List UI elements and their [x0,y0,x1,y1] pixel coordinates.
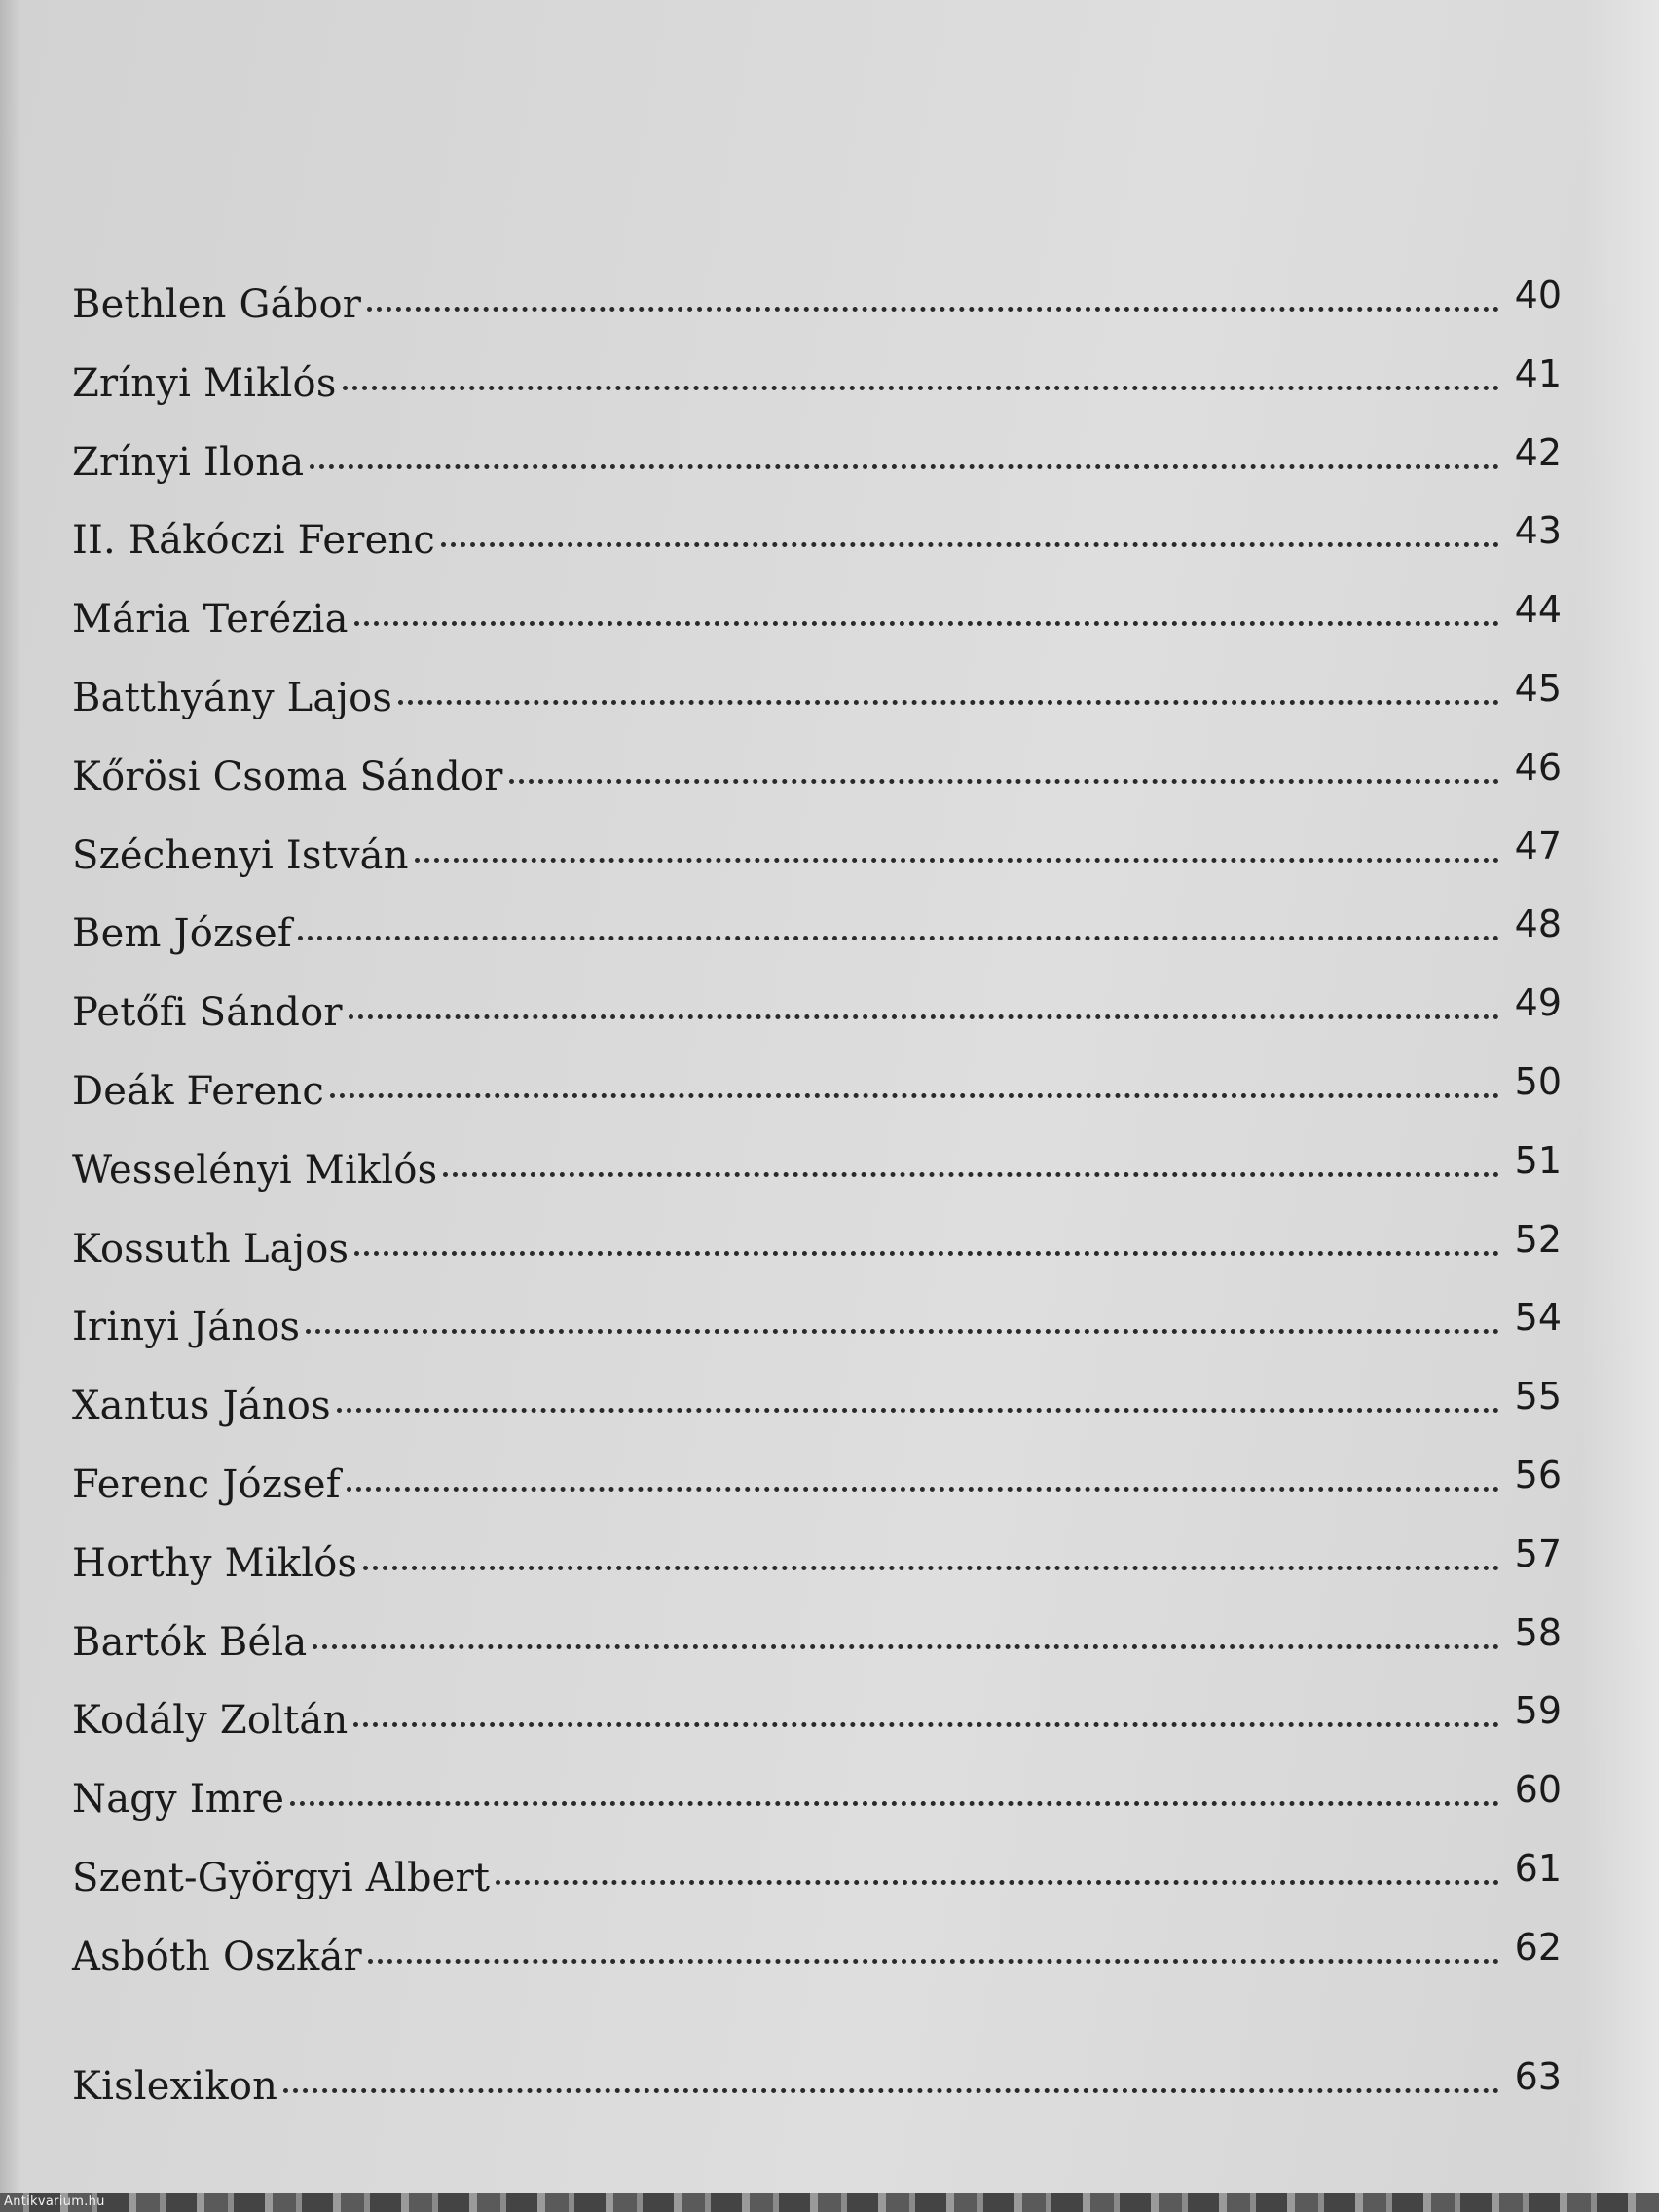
dot-leader [290,1801,1499,1806]
dot-leader [363,1566,1499,1570]
toc-entry [72,903,1562,990]
toc-entry-title: Kossuth Lajos [72,1226,350,1272]
toc-entry-title: Kislexikon [72,2063,278,2109]
table-of-contents [72,274,1562,2142]
dot-leader [415,858,1499,863]
toc-entry-page: 54 [1514,1296,1562,1340]
toc-entry [72,1296,1562,1383]
dot-leader [398,700,1499,705]
toc-entry [72,1138,1562,1227]
toc-entry-page: 48 [1514,903,1562,946]
toc-entry [72,274,1562,361]
dot-leader [337,1408,1499,1413]
toc-entry [72,351,1562,440]
toc-entry [72,1610,1562,1699]
toc-entry-title: Kodály Zoltán [72,1698,349,1744]
toc-entry-title: Kőrösi Csoma Sándor [72,754,503,799]
toc-entry-page: 45 [1514,666,1562,710]
dot-leader [441,542,1499,547]
toc-entry-title: Zrínyi Miklós [72,360,337,406]
toc-entry-title: Horthy Miklós [72,1540,358,1586]
toc-entry-title: Wesselényi Miklós [72,1147,438,1193]
toc-entry [72,1531,1562,1620]
toc-entry-page: 41 [1514,351,1562,395]
toc-entry [72,1768,1562,1856]
dot-leader [353,1722,1499,1727]
toc-entry-title: Szent-Györgyi Albert [72,1855,491,1900]
dot-leader [509,779,1499,784]
dot-leader [367,307,1499,312]
toc-entry-page: 57 [1514,1531,1562,1575]
toc-entry [72,745,1562,833]
toc-entry [72,666,1562,755]
dot-leader [443,1172,1499,1177]
toc-entry [72,1925,1562,2013]
toc-entry-title: Deák Ferenc [72,1068,324,1114]
toc-entry-page: 50 [1514,1059,1562,1103]
toc-entry-page: 49 [1514,981,1562,1025]
toc-entry-kislexikon [72,2054,1562,2143]
dot-leader [368,1959,1499,1964]
toc-entry-title: II. Rákóczi Ferenc [72,518,436,564]
toc-entry-title: Nagy Imre [72,1777,285,1823]
toc-entry-page: 47 [1514,824,1562,867]
toc-entry-title: Bem József [72,911,292,957]
toc-entry-page: 62 [1514,1925,1562,1969]
toc-entry [72,1059,1562,1148]
dot-leader [354,621,1499,626]
toc-entry-page: 43 [1514,509,1562,553]
toc-entry [72,509,1562,597]
dot-leader [306,1329,1499,1334]
page-edge-strip [0,2193,1659,2212]
toc-entry-page: 55 [1514,1375,1562,1419]
toc-entry-title: Bartók Béla [72,1619,308,1665]
toc-entry [72,1217,1562,1306]
toc-entry [72,981,1562,1069]
toc-entry-title: Petőfi Sándor [72,990,343,1036]
toc-entry-page: 63 [1514,2054,1562,2098]
toc-entry [72,1846,1562,1935]
toc-entry-title: Irinyi János [72,1305,301,1350]
toc-entry-title: Ferenc József [72,1461,341,1507]
toc-entry-title: Zrínyi Ilona [72,439,305,485]
toc-entry-page: 42 [1514,430,1562,474]
toc-entry-page: 52 [1514,1217,1562,1261]
toc-entry-title: Bethlen Gábor [72,282,362,327]
toc-entry [72,1375,1562,1462]
dot-leader [496,1880,1499,1885]
dot-leader [347,1487,1499,1492]
toc-entry [72,588,1562,676]
toc-entry [72,430,1562,519]
dot-leader [298,936,1499,940]
toc-entry-page: 61 [1514,1846,1562,1890]
dot-leader [343,386,1499,390]
toc-entry-title: Széchenyi István [72,832,409,878]
toc-entry-title: Asbóth Oszkár [72,1934,362,1979]
toc-entry-page: 56 [1514,1453,1562,1496]
dot-leader [313,1644,1499,1649]
dot-leader [354,1251,1499,1256]
toc-entry-title: Xantus János [72,1383,331,1429]
toc-entry-page: 60 [1514,1768,1562,1812]
dot-leader [330,1093,1499,1098]
dot-leader [310,464,1499,469]
toc-entry [72,824,1562,912]
toc-entry-page: 58 [1514,1610,1562,1654]
toc-entry-title: Batthyány Lajos [72,675,393,720]
dot-leader [349,1014,1499,1019]
watermark: Antikvarium.hu [4,2194,105,2209]
toc-entry [72,1453,1562,1541]
dot-leader [283,2088,1499,2093]
toc-entry-page: 51 [1514,1138,1562,1182]
toc-entry-page: 59 [1514,1689,1562,1733]
toc-entry-title: Mária Terézia [72,597,349,643]
toc-entry-page: 44 [1514,588,1562,632]
toc-entry [72,1689,1562,1777]
toc-entry-page: 46 [1514,745,1562,789]
toc-entry-page: 40 [1514,274,1562,316]
